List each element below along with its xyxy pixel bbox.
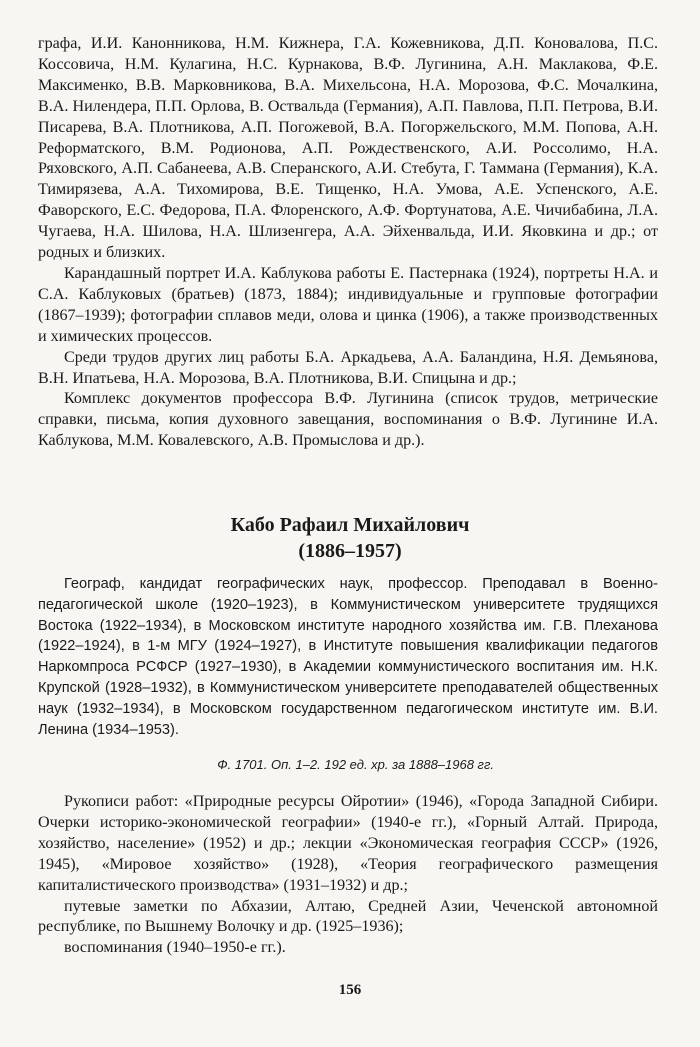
travel-notes-paragraph: путевые заметки по Абхазии, Алтаю, Средней Азии, Чеченской автономной республике, по Вышнему Волочку и др. (1925–1936); (38, 897, 658, 936)
entry-biography (38, 574, 658, 740)
page-number: 156 (338, 982, 362, 998)
other-works-paragraph: Среди трудов других лиц работы Б.А. Аркадьева, А.А. Баландина, Н.Я. Демьянова, В.Н. Ипатьева, Н.А. Морозова, В.А. Плотникова, В.И. Спицына и др.; (38, 348, 658, 387)
donors-list-paragraph: графа, И.И. Канонникова, Н.М. Кижнера, Г.А. Кожевникова, Д.П. Коновалова, П.С. Коссовича, Н.М. Кулагина, Н.С. Курнакова, В.Ф. Лугинина, А.Н. Маклакова, Ф.Е. Максименко, В.В. Марковникова, В.А. Михельсона, Н.А. Морозова, Ф.С. Мочалкина, В.А. Нилендера, П.П. Орлова, В. Оствальда (Германия), А.П. Павлова, П.П. Петрова, В.И. Писарева, В.А. Плотникова, А.П. Погожевой, В.А. Погоржельского, М.М. Попова, А.Н. Реформатского, В.М. Родионова, А.П. Рождественского, А.И. Россолимо, Н.А. Ряховского, А.П. Сабанеева, А.В. Сперанского, А.И. Стебута, Г. Таммана (Германия), К.А. Тимирязева, А.А. Тихомирова, В.Е. Тищенко, Н.А. Умова, А.Е. Успенского, А.Е. Фаворского, Е.С. Федорова, П.А. Флоренского, А.Ф. Фортунатова, А.Е. Чичибабина, Л.А. Чугаева, Н.А. Шилова, Н.А. Шлизенгера, А.А. Эйхенвальда, И.И. Яковкина и др.; от родных и близких. (38, 35, 658, 262)
entry-name-heading: Кабо Рафаил Михайлович (230, 514, 470, 536)
portraits-paragraph: Карандашный портрет И.А. Каблукова работы Е. Пастернака (1924), портреты Н.А. и С.А. Каблуковых (братьев) (1873, 1884); индивидуальные и групповые фотографии (1867–1939); фотографии сплавов меди, олова и цинка (1906), а также производственных и химических процессов. (38, 264, 658, 345)
previous-entry-continuation (38, 34, 658, 452)
archive-reference-text: Ф. 1701. Оп. 1–2. 192 ед. хр. за 1888–1968 гг. (217, 757, 494, 772)
archive-reference (38, 756, 658, 774)
biography-paragraph: Географ, кандидат географических наук, профессор. Преподавал в Военно-педагогической школе (1920–1923), в Коммунистическом университете трудящихся Востока (1922–1934), в Московском институте народного хозяйства им. Г.В. Плеханова (1922–1924), в 1-м МГУ (1924–1927), в Институте повышения квалификации педагогов Наркомпроса РСФСР (1927–1930), в Академии коммунистического воспитания им. Н.К. Крупской (1928–1932), в Коммунистическом университете преподавателей общественных наук (1932–1934), в Московском государственном педагогическом институте им. В.И. Ленина (1934–1953). (38, 576, 658, 738)
luginin-documents-paragraph: Комплекс документов профессора В.Ф. Лугинина (список трудов, метрические справки, письма, копия духовного завещания, воспоминания о В.Ф. Лугинине И.А. Каблукова, М.М. Ковалевского, А.В. Промыслова и др.). (38, 390, 658, 450)
manuscripts-paragraph: Рукописи работ: «Природные ресурсы Ойротии» (1946), «Города Западной Сибири. Очерки историко-экономической географии» (1940-е гг.), «Горный Алтай. Природа, хозяйство, население» (1952) и др.; лекции «Экономическая география СССР» (1926, 1945), «Мировое хозяйство» (1928), «Теория географического размещения капиталистического производства» (1931–1932) и др.; (38, 793, 658, 894)
entry-years-heading: (1886–1957) (298, 540, 402, 562)
memoirs-paragraph: воспоминания (1940–1950-е гг.). (64, 939, 286, 957)
entry-holdings (38, 792, 658, 959)
